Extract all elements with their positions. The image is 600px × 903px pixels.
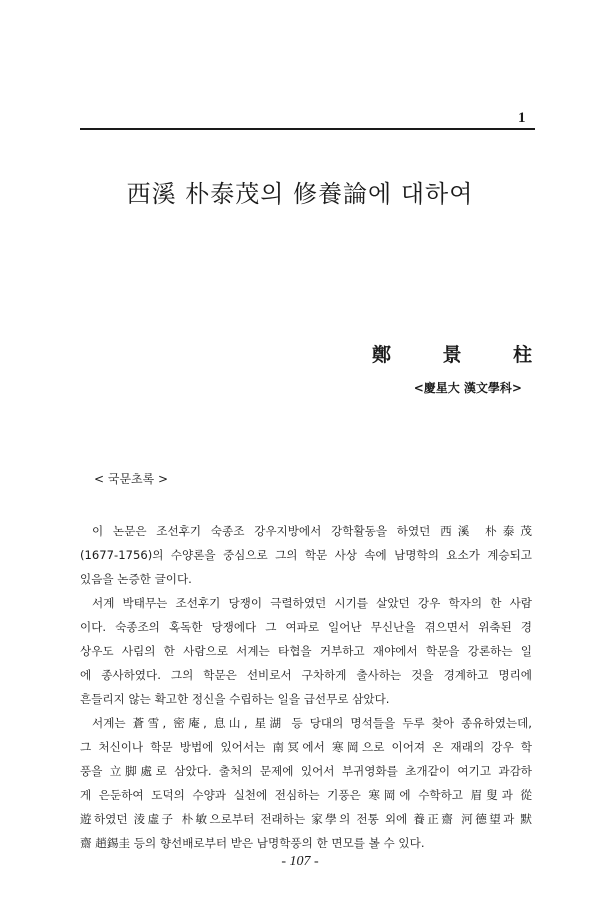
author-name-char: 鄭 (372, 344, 392, 366)
abstract-body (80, 519, 532, 855)
abstract-line: 있음을 논증한 글이다. (80, 572, 192, 586)
author-name-char: 柱 (512, 344, 532, 366)
abstract-line: 서계 박태무는 조선후기 당쟁이 극렬하였던 시기를 살았던 강우 학자의 한 사람 (92, 596, 532, 610)
abstract-line: 서계는 蒼雪, 密庵, 息山, 星湖 등 당대의 명석들을 두루 찾아 종유하였는데, (92, 716, 532, 730)
abstract-line: 齋 趙錫圭 등의 향선배로부터 받은 남명학풍의 한 면모를 볼 수 있다. (80, 836, 425, 850)
abstract-line: (1677-1756)의 수양론을 중심으로 그의 학문 사상 속에 남명학의 요소가 계승되고 (80, 548, 532, 562)
footer-page-number: - 107 - (281, 854, 319, 869)
abstract-line: 게 은둔하여 도덕의 수양과 실천에 전심하는 기풍은 寒岡에 수학하고 眉叟과 從 (80, 788, 532, 802)
abstract-line: 이다. 숙종조의 혹독한 당쟁에다 그 여파로 일어난 무신난을 겪으면서 위축된 경 (80, 620, 532, 634)
author-affiliation: <慶星大 漢文學科> (413, 381, 522, 395)
author-name (372, 340, 532, 367)
header-rule (80, 128, 535, 130)
abstract-line: 遊하였던 淩虛子 朴敏으로부터 전래하는 家學의 전통 외에 養正齋 河德望과 默 (80, 812, 532, 826)
abstract-line: 에 종사하였다. 그의 학문은 선비로서 구차하게 출사하는 것을 경계하고 명리에 (80, 668, 532, 682)
section-heading: < 국문초록 > (94, 472, 169, 486)
paper-title: 西溪 朴泰茂의 修養論에 대하여 (126, 180, 474, 208)
abstract-line: 이 논문은 조선후기 숙종조 강우지방에서 강학활동을 하였던 西溪 朴泰茂 (92, 524, 532, 538)
abstract-line: 그 처신이나 학문 방법에 있어서는 南冥에서 寒岡으로 이어져 온 재래의 강우 학 (80, 740, 532, 754)
abstract-line: 상우도 사림의 한 사람으로 서계는 타협을 거부하고 재야에서 학문을 강론하는 일 (80, 644, 532, 658)
abstract-line: 풍을 立脚處로 삼았다. 출처의 문제에 있어서 부귀영화를 초개같이 여기고 과감하 (80, 764, 532, 778)
chapter-page-number: 1 (518, 110, 526, 126)
abstract-line: 흔들리지 않는 확고한 정신을 수립하는 일을 급선무로 삼았다. (80, 692, 390, 706)
author-name-char: 景 (442, 344, 462, 366)
